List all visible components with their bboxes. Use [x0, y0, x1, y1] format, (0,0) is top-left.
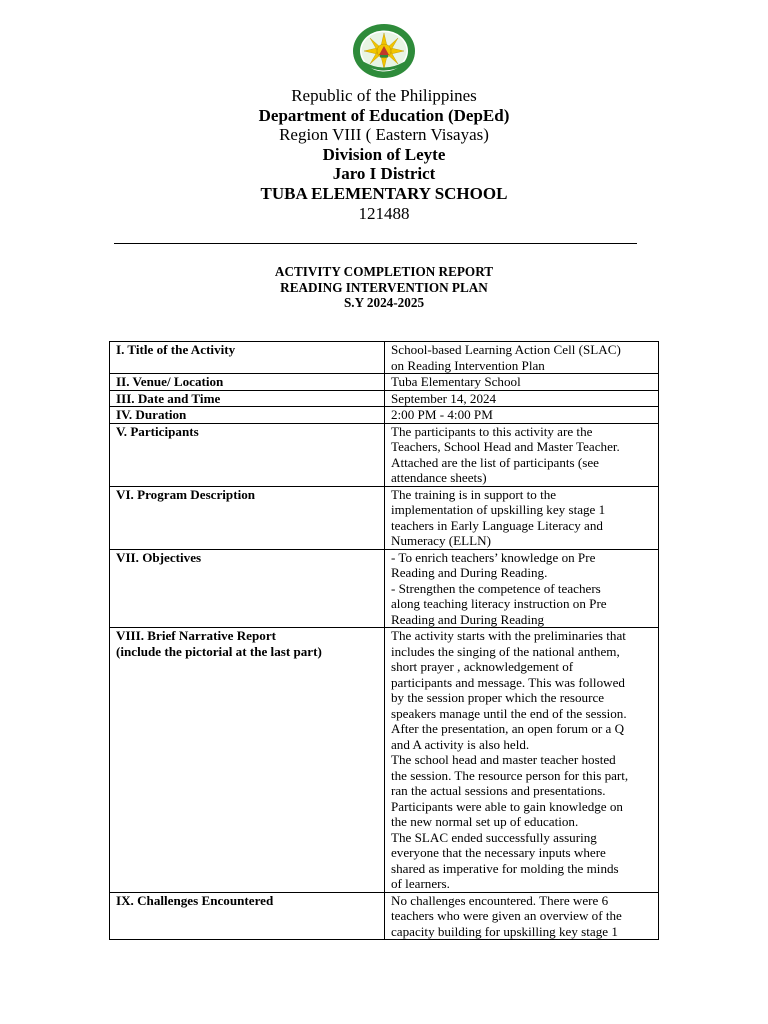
field-label: IV. Duration — [116, 407, 187, 422]
table-row — [110, 423, 659, 486]
field-label-cell — [110, 423, 385, 486]
field-label-cell — [110, 892, 385, 940]
field-value-line: and A activity is also held. — [391, 736, 530, 752]
field-value-line: The training is in support to the — [391, 486, 557, 502]
table-row — [110, 549, 659, 628]
field-value-line: includes the singing of the national anthem, — [391, 643, 620, 659]
letterhead — [0, 86, 768, 223]
field-value-cell — [385, 423, 659, 486]
table-row — [110, 628, 659, 893]
field-value-line: September 14, 2024 — [391, 390, 497, 406]
field-value-line: Numeracy (ELLN) — [391, 533, 491, 548]
field-label: I. Title of the Activity — [116, 342, 236, 357]
field-value-line: Reading and During Reading. — [391, 565, 548, 580]
field-value-cell — [385, 407, 659, 424]
field-label: V. Participants — [116, 423, 199, 439]
field-label: II. Venue/ Location — [116, 374, 224, 389]
field-value-line: shared as imperative for molding the minds — [391, 860, 619, 876]
republic-line: Republic of the Philippines — [291, 86, 477, 105]
field-label: IX. Challenges Encountered — [116, 892, 274, 908]
field-value-line: The SLAC ended successfully assuring — [391, 829, 597, 845]
table-row — [110, 892, 659, 940]
field-label: VI. Program Description — [116, 486, 256, 502]
field-value-line: ran the actual sessions and presentations. — [391, 783, 606, 798]
field-value-line: along teaching literacy instruction on Pre — [391, 596, 607, 611]
field-value-line: participants and message. This was followed — [391, 674, 625, 690]
field-value-line: everyone that the necessary inputs where — [391, 845, 606, 860]
field-label-cell — [110, 374, 385, 391]
district-line: Jaro I District — [332, 164, 436, 184]
school-year: S.Y 2024-2025 — [343, 295, 425, 310]
field-value-line: of learners. — [391, 876, 450, 891]
table-row — [110, 342, 659, 374]
field-value-cell — [385, 390, 659, 407]
field-label: VIII. Brief Narrative Report — [116, 628, 276, 643]
field-value-line: capacity building for upskilling key stage 1 — [391, 923, 618, 939]
report-title-block — [0, 264, 768, 311]
report-title: ACTIVITY COMPLETION REPORT — [274, 264, 494, 279]
activity-report-table — [109, 341, 659, 940]
field-label-cell — [110, 342, 385, 374]
field-value-cell — [385, 892, 659, 940]
field-value-line: short prayer , acknowledgement of — [391, 659, 574, 674]
field-value-line: teachers who were given an overview of the — [391, 908, 622, 923]
field-value-line: Attached are the list of participants (see — [391, 454, 599, 470]
field-value-line: on Reading Intervention Plan — [391, 357, 545, 373]
table-row — [110, 407, 659, 424]
division-seal-logo — [351, 22, 417, 80]
field-value-line: After the presentation, an open forum or a Q — [391, 721, 625, 736]
field-value-line: Teachers, School Head and Master Teacher. — [391, 439, 620, 454]
field-value-line: Tuba Elementary School — [391, 374, 521, 389]
table-row — [110, 390, 659, 407]
header-divider — [114, 243, 637, 244]
field-value-line: Participants were able to gain knowledge on — [391, 798, 623, 814]
school-id: 121488 — [358, 203, 410, 223]
table-row — [110, 374, 659, 391]
field-label: VII. Objectives — [116, 549, 202, 565]
field-value-cell — [385, 549, 659, 628]
table-row — [110, 486, 659, 549]
field-label: III. Date and Time — [116, 390, 221, 406]
field-label-cell — [110, 486, 385, 549]
field-value-line: implementation of upskilling key stage 1 — [391, 502, 606, 517]
field-label-cell — [110, 407, 385, 424]
field-value-line: teachers in Early Language Literacy and — [391, 517, 603, 533]
field-value-line: The activity starts with the preliminaries that — [391, 628, 626, 643]
field-value-line: Reading and During Reading — [391, 611, 545, 627]
field-value-line: The school head and master teacher hosted — [391, 752, 616, 767]
field-label-cell — [110, 549, 385, 628]
division-line: Division of Leyte — [322, 144, 446, 164]
field-value-cell — [385, 486, 659, 549]
field-value-cell — [385, 342, 659, 374]
field-value-cell — [385, 374, 659, 391]
department-line: Department of Education (DepEd) — [258, 105, 510, 125]
field-value-line: the new normal set up of education. — [391, 814, 579, 829]
field-value-line: attendance sheets) — [391, 470, 487, 485]
report-subtitle: READING INTERVENTION PLAN — [280, 279, 488, 295]
field-label-cell — [110, 390, 385, 407]
field-value-line: School-based Learning Action Cell (SLAC) — [391, 342, 621, 357]
field-label: (include the pictorial at the last part) — [116, 643, 322, 659]
field-value-line: speakers manage until the end of the session. — [391, 705, 627, 721]
field-value-line: by the session proper which the resource — [391, 690, 605, 705]
school-name: TUBA ELEMENTARY SCHOOL — [260, 183, 508, 203]
field-value-line: No challenges encountered. There were 6 — [391, 892, 609, 908]
field-label-cell — [110, 628, 385, 893]
field-value-line: - Strengthen the competence of teachers — [391, 580, 601, 596]
field-value-line: The participants to this activity are the — [391, 423, 593, 439]
region-line: Region VIII ( Eastern Visayas) — [279, 125, 489, 145]
field-value-line: - To enrich teachers’ knowledge on Pre — [391, 549, 596, 565]
field-value-cell — [385, 628, 659, 893]
field-value-line: the session. The resource person for this part, — [391, 767, 629, 783]
field-value-line: 2:00 PM - 4:00 PM — [391, 407, 493, 422]
